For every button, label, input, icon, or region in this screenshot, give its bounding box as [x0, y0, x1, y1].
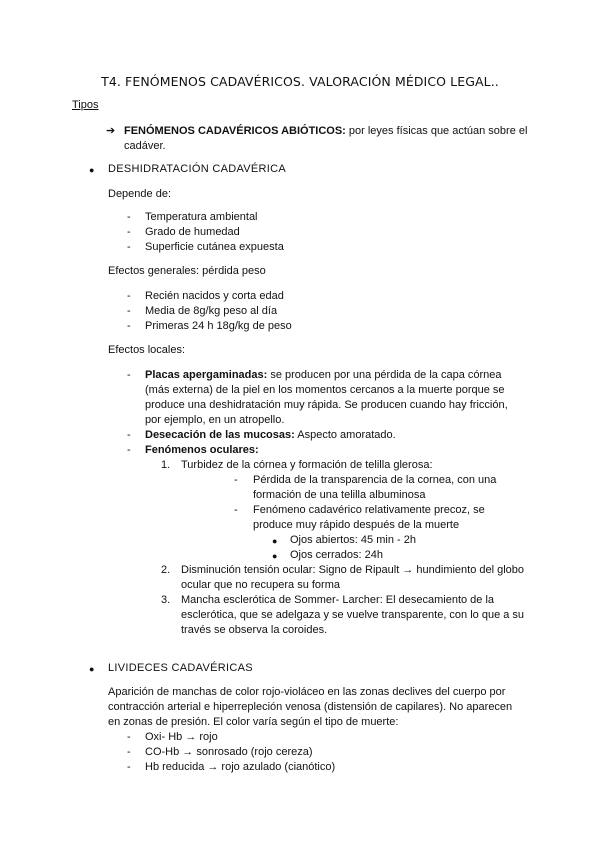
dash-icon: -: [127, 211, 131, 223]
list-number: 1.: [161, 459, 171, 471]
general-item: Recién nacidos y corta edad: [145, 290, 284, 302]
placas-line1: [145, 368, 528, 383]
tipos-heading: Tipos: [72, 99, 99, 111]
lividez-tipo: CO-Hb → sonrosado (rojo cereza): [145, 746, 313, 758]
general-item: Media de 8g/kg peso al día: [145, 305, 278, 317]
placas-line4: por ejemplo, en un atropello.: [145, 414, 285, 426]
efectos-locales-label: Efectos locales:: [108, 344, 186, 356]
deshidratacion-heading: DESHIDRATACIÓN CADAVÉRICA: [108, 163, 287, 175]
factor-item: Temperatura ambiental: [145, 211, 258, 223]
efectos-generales-label: Efectos generales: pérdida peso: [108, 265, 266, 277]
livideces-line3: en zonas de presión. El color varía según el tipo de muerte:: [108, 716, 399, 728]
livideces-line1: Aparición de manchas de color rojo-violáceo en las zonas declives del cuerpo por: [108, 686, 506, 698]
mucosas-line: [145, 428, 396, 443]
placas-label: Placas apergaminadas:: [145, 369, 268, 381]
factor-item: Superficie cutánea expuesta: [145, 241, 284, 253]
fenomeno-line2: produce muy rápido después de la muerte: [253, 519, 460, 531]
dash-icon: -: [127, 290, 131, 302]
bullet-icon: ●: [89, 165, 95, 175]
mancha-line2: esclerótica, que se adelgaza y se vuelve transparente, con lo que a su: [181, 609, 525, 621]
abioticos-line2: cadáver.: [124, 140, 166, 152]
page-title: T4. FENÓMENOS CADAVÉRICOS. VALORACIÓN MÉDICO LEGAL..: [101, 74, 499, 89]
livideces-heading: LIVIDECES CADAVÉRICAS: [108, 662, 253, 674]
placas-line3: produce una deshidratación muy rápida. Se producen cuando hay fricción,: [145, 399, 508, 411]
abioticos-line1: [124, 124, 528, 139]
bullet-icon: ●: [272, 551, 278, 561]
dash-icon: -: [127, 369, 131, 381]
dash-icon: -: [127, 241, 131, 253]
bullet-icon: ●: [272, 536, 278, 546]
dash-icon: -: [127, 746, 131, 758]
dash-icon: -: [127, 444, 131, 456]
livideces-line2: contracción arterial e hiperrepleción venosa (distensión de capilares). No aparecen: [108, 701, 513, 713]
lividez-tipo: Oxi- Hb → rojo: [145, 731, 218, 743]
placas-line2: (más externa) de la piel en los momentos cercanos a la muerte porque se: [145, 384, 505, 396]
dash-icon: -: [127, 320, 131, 332]
disminucion-line1: Disminución tensión ocular: Signo de Ripault → hundimiento del globo: [181, 564, 525, 576]
list-number: 3.: [161, 594, 171, 606]
mucosas-text: Aspecto amoratado.: [294, 429, 396, 441]
mucosas-label: Desecación de las mucosas:: [145, 429, 295, 441]
fenomeno-line1: Fenómeno cadavérico relativamente precoz, se: [253, 504, 485, 516]
dash-icon: -: [127, 761, 131, 773]
abioticos-heading: FENÓMENOS CADAVÉRICOS ABIÓTICOS:: [124, 125, 346, 137]
ojos-abiertos: Ojos abiertos: 45 min - 2h: [290, 534, 416, 546]
mancha-line3: través se observa la coroides.: [181, 624, 328, 636]
disminucion-line2: ocular que no recupera su forma: [181, 579, 340, 591]
bullet-icon: ●: [89, 664, 95, 674]
dash-icon: -: [127, 429, 131, 441]
arrow-icon: ➔: [106, 125, 116, 137]
depende-label: Depende de:: [108, 188, 171, 200]
placas-text: se producen por una pérdida de la capa córnea: [267, 369, 502, 381]
list-number: 2.: [161, 564, 171, 576]
perdida-line2: formación de una telilla albuminosa: [253, 489, 426, 501]
abioticos-text: por leyes físicas que actúan sobre el: [345, 125, 528, 137]
factor-item: Grado de humedad: [145, 226, 240, 238]
mancha-line1: Mancha esclerótica de Sommer- Larcher: El desecamiento de la: [181, 594, 495, 606]
oculares-label: Fenómenos oculares:: [145, 444, 259, 456]
dash-icon: -: [127, 305, 131, 317]
turbidez-text: Turbidez de la córnea y formación de telilla glerosa:: [181, 459, 433, 471]
perdida-line1: Pérdida de la transparencia de la cornea, con una: [253, 474, 497, 486]
lividez-tipo: Hb reducida → rojo azulado (cianótico): [145, 761, 336, 773]
dash-icon: -: [234, 504, 238, 516]
dash-icon: -: [127, 226, 131, 238]
general-item: Primeras 24 h 18g/kg de peso: [145, 320, 292, 332]
ojos-cerrados: Ojos cerrados: 24h: [290, 549, 383, 561]
dash-icon: -: [234, 474, 238, 486]
dash-icon: -: [127, 731, 131, 743]
